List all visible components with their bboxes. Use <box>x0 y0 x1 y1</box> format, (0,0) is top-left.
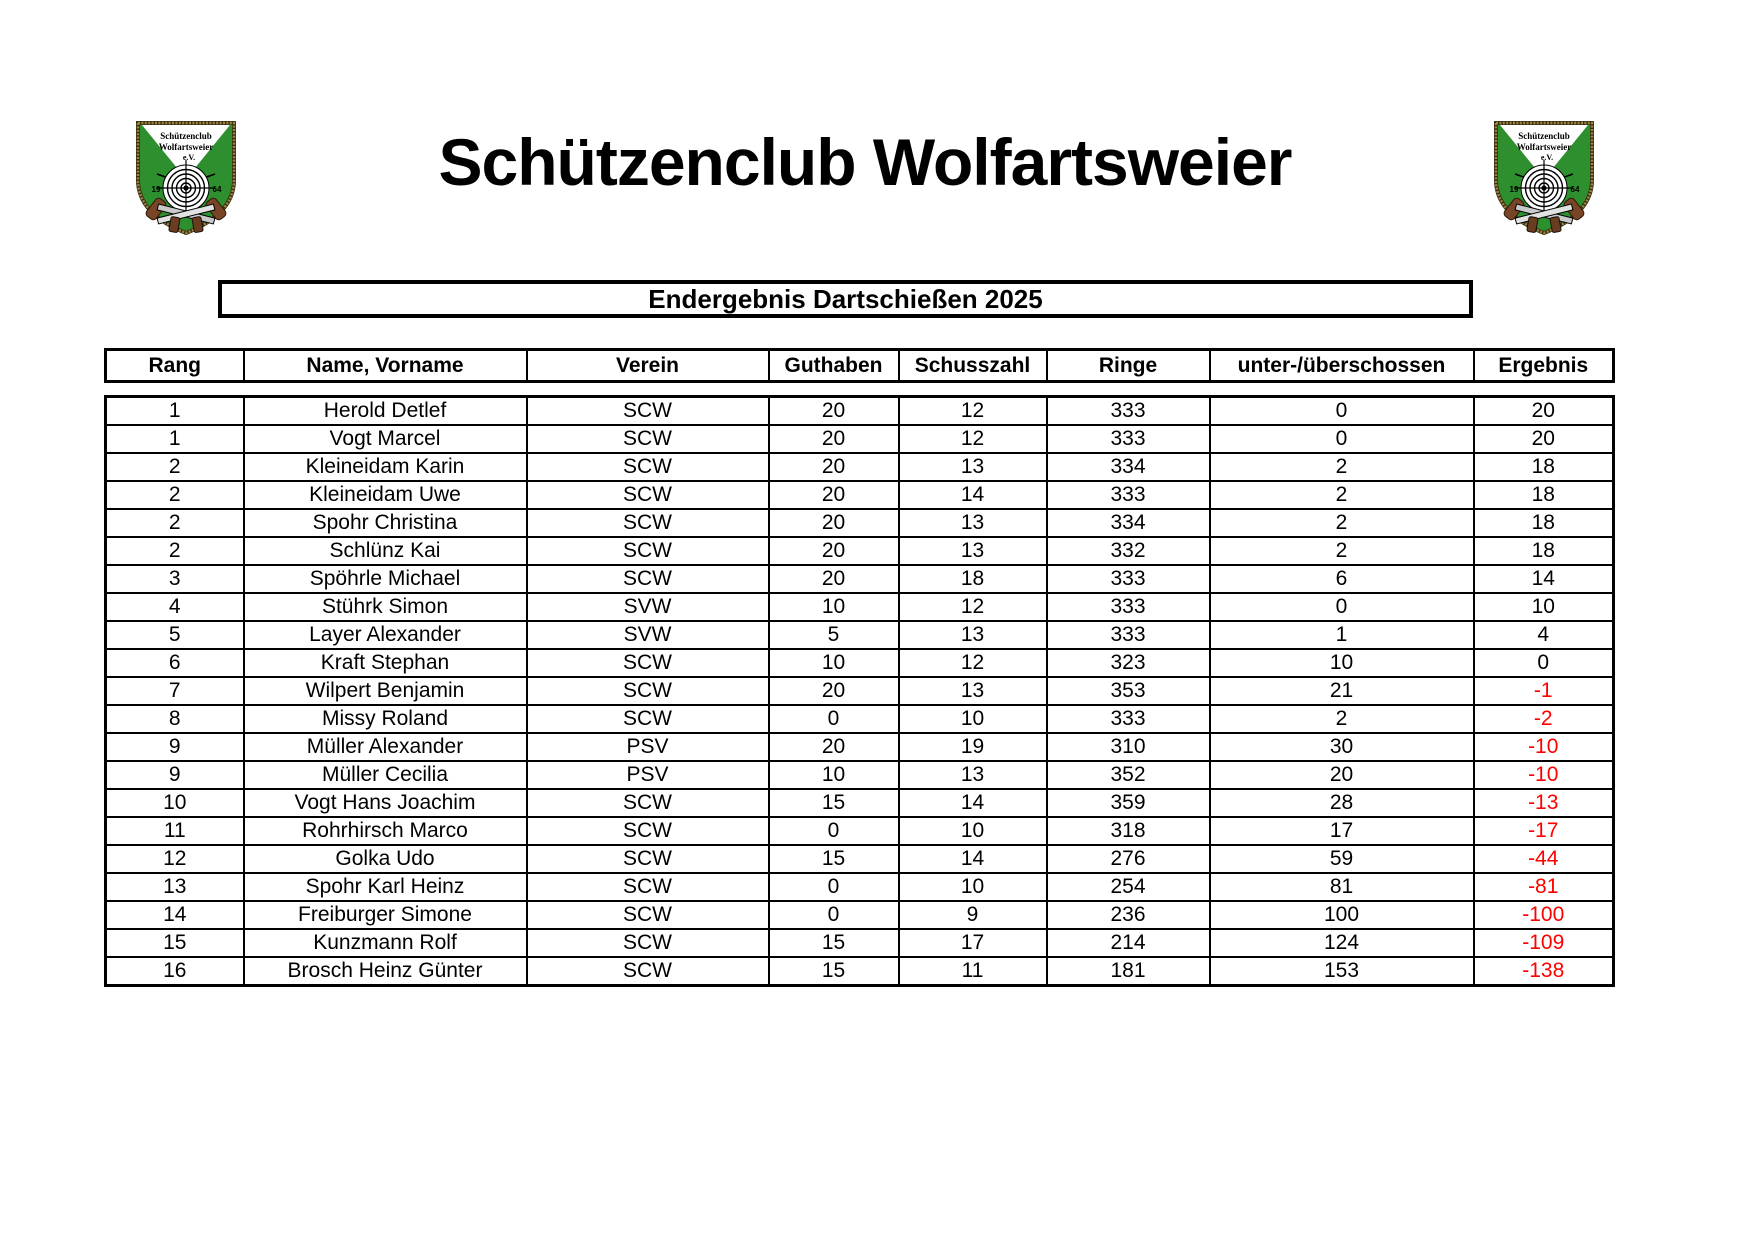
cell-ringe: 333 <box>1047 705 1210 733</box>
cell-verein: SVW <box>527 593 769 621</box>
table-row <box>106 929 1614 957</box>
cell-schusszahl: 13 <box>899 621 1047 649</box>
cell-rang: 1 <box>106 425 244 453</box>
cell-ergebnis: -44 <box>1474 845 1614 873</box>
cell-unter-ueberschossen: 20 <box>1210 761 1474 789</box>
cell-unter-ueberschossen: 0 <box>1210 593 1474 621</box>
cell-name: Kleineidam Uwe <box>244 481 527 509</box>
cell-ergebnis: 18 <box>1474 537 1614 565</box>
table-row <box>106 873 1614 901</box>
cell-ergebnis: -81 <box>1474 873 1614 901</box>
cell-guthaben: 0 <box>769 901 899 929</box>
cell-verein: SCW <box>527 901 769 929</box>
cell-rang: 1 <box>106 397 244 426</box>
cell-schusszahl: 11 <box>899 957 1047 986</box>
cell-verein: SCW <box>527 677 769 705</box>
subtitle-text: Endergebnis Dartschießen 2025 <box>648 283 1043 314</box>
cell-ergebnis: 18 <box>1474 481 1614 509</box>
cell-guthaben: 10 <box>769 593 899 621</box>
cell-ringe: 181 <box>1047 957 1210 986</box>
cell-verein: SCW <box>527 509 769 537</box>
cell-schusszahl: 10 <box>899 705 1047 733</box>
cell-name: Herold Detlef <box>244 397 527 426</box>
table-row <box>106 397 1614 426</box>
header-unter-ueberschossen: unter-/überschossen <box>1210 350 1474 382</box>
cell-name: Freiburger Simone <box>244 901 527 929</box>
cell-ringe: 333 <box>1047 481 1210 509</box>
cell-ringe: 333 <box>1047 593 1210 621</box>
cell-schusszahl: 14 <box>899 481 1047 509</box>
table-row <box>106 817 1614 845</box>
cell-rang: 2 <box>106 453 244 481</box>
cell-rang: 2 <box>106 481 244 509</box>
table-row <box>106 537 1614 565</box>
cell-ringe: 333 <box>1047 397 1210 426</box>
cell-name: Müller Cecilia <box>244 761 527 789</box>
cell-verein: SCW <box>527 481 769 509</box>
cell-rang: 11 <box>106 817 244 845</box>
cell-schusszahl: 13 <box>899 453 1047 481</box>
cell-ergebnis: -13 <box>1474 789 1614 817</box>
subtitle-box <box>218 280 1473 318</box>
cell-guthaben: 10 <box>769 761 899 789</box>
cell-guthaben: 15 <box>769 845 899 873</box>
table-row <box>106 621 1614 649</box>
cell-rang: 12 <box>106 845 244 873</box>
cell-guthaben: 15 <box>769 929 899 957</box>
table-row <box>106 705 1614 733</box>
cell-guthaben: 0 <box>769 817 899 845</box>
cell-unter-ueberschossen: 2 <box>1210 705 1474 733</box>
cell-unter-ueberschossen: 6 <box>1210 565 1474 593</box>
cell-name: Spöhrle Michael <box>244 565 527 593</box>
cell-name: Schlünz Kai <box>244 537 527 565</box>
cell-name: Golka Udo <box>244 845 527 873</box>
cell-verein: SCW <box>527 845 769 873</box>
cell-ringe: 359 <box>1047 789 1210 817</box>
cell-verein: SCW <box>527 397 769 426</box>
cell-name: Kunzmann Rolf <box>244 929 527 957</box>
cell-schusszahl: 13 <box>899 761 1047 789</box>
cell-schusszahl: 14 <box>899 845 1047 873</box>
cell-unter-ueberschossen: 2 <box>1210 453 1474 481</box>
cell-ringe: 318 <box>1047 817 1210 845</box>
header-rang: Rang <box>106 350 244 382</box>
cell-rang: 8 <box>106 705 244 733</box>
cell-rang: 9 <box>106 733 244 761</box>
cell-rang: 6 <box>106 649 244 677</box>
cell-rang: 14 <box>106 901 244 929</box>
cell-unter-ueberschossen: 2 <box>1210 481 1474 509</box>
cell-ergebnis: -10 <box>1474 761 1614 789</box>
header-guthaben: Guthaben <box>769 350 899 382</box>
cell-schusszahl: 19 <box>899 733 1047 761</box>
cell-ringe: 276 <box>1047 845 1210 873</box>
cell-verein: SCW <box>527 789 769 817</box>
table-row <box>106 845 1614 873</box>
cell-unter-ueberschossen: 59 <box>1210 845 1474 873</box>
cell-rang: 2 <box>106 509 244 537</box>
cell-ergebnis: 14 <box>1474 565 1614 593</box>
table-row <box>106 565 1614 593</box>
cell-schusszahl: 13 <box>899 677 1047 705</box>
cell-name: Kleineidam Karin <box>244 453 527 481</box>
cell-ergebnis: 18 <box>1474 509 1614 537</box>
header-row <box>106 350 1614 382</box>
table-row <box>106 593 1614 621</box>
cell-name: Vogt Hans Joachim <box>244 789 527 817</box>
cell-verein: PSV <box>527 761 769 789</box>
cell-rang: 4 <box>106 593 244 621</box>
cell-rang: 3 <box>106 565 244 593</box>
cell-ergebnis: 0 <box>1474 649 1614 677</box>
cell-guthaben: 10 <box>769 649 899 677</box>
cell-guthaben: 20 <box>769 733 899 761</box>
cell-ergebnis: 18 <box>1474 453 1614 481</box>
table-row <box>106 789 1614 817</box>
cell-verein: SCW <box>527 929 769 957</box>
cell-name: Layer Alexander <box>244 621 527 649</box>
cell-ringe: 334 <box>1047 509 1210 537</box>
cell-schusszahl: 12 <box>899 397 1047 426</box>
table-row <box>106 649 1614 677</box>
cell-unter-ueberschossen: 124 <box>1210 929 1474 957</box>
cell-schusszahl: 9 <box>899 901 1047 929</box>
cell-guthaben: 20 <box>769 425 899 453</box>
cell-schusszahl: 10 <box>899 817 1047 845</box>
table-row <box>106 481 1614 509</box>
header-name-vorname: Name, Vorname <box>244 350 527 382</box>
cell-verein: SCW <box>527 957 769 986</box>
cell-schusszahl: 13 <box>899 509 1047 537</box>
cell-ergebnis: -1 <box>1474 677 1614 705</box>
header-ringe: Ringe <box>1047 350 1210 382</box>
cell-ringe: 323 <box>1047 649 1210 677</box>
cell-verein: SCW <box>527 453 769 481</box>
cell-verein: SCW <box>527 705 769 733</box>
cell-name: Kraft Stephan <box>244 649 527 677</box>
cell-name: Wilpert Benjamin <box>244 677 527 705</box>
cell-ringe: 254 <box>1047 873 1210 901</box>
results-table <box>104 395 1615 987</box>
cell-name: Rohrhirsch Marco <box>244 817 527 845</box>
cell-ergebnis: 4 <box>1474 621 1614 649</box>
cell-verein: PSV <box>527 733 769 761</box>
cell-guthaben: 20 <box>769 537 899 565</box>
cell-rang: 5 <box>106 621 244 649</box>
cell-schusszahl: 12 <box>899 649 1047 677</box>
cell-verein: SVW <box>527 621 769 649</box>
cell-name: Stührk Simon <box>244 593 527 621</box>
cell-ringe: 334 <box>1047 453 1210 481</box>
cell-unter-ueberschossen: 0 <box>1210 425 1474 453</box>
cell-unter-ueberschossen: 17 <box>1210 817 1474 845</box>
cell-name: Spohr Christina <box>244 509 527 537</box>
cell-verein: SCW <box>527 425 769 453</box>
table-row <box>106 677 1614 705</box>
cell-name: Müller Alexander <box>244 733 527 761</box>
cell-name: Missy Roland <box>244 705 527 733</box>
cell-verein: SCW <box>527 565 769 593</box>
cell-name: Brosch Heinz Günter <box>244 957 527 986</box>
cell-schusszahl: 17 <box>899 929 1047 957</box>
cell-schusszahl: 14 <box>899 789 1047 817</box>
header-verein: Verein <box>527 350 769 382</box>
cell-rang: 10 <box>106 789 244 817</box>
cell-unter-ueberschossen: 2 <box>1210 537 1474 565</box>
cell-rang: 7 <box>106 677 244 705</box>
cell-unter-ueberschossen: 81 <box>1210 873 1474 901</box>
cell-unter-ueberschossen: 21 <box>1210 677 1474 705</box>
cell-unter-ueberschossen: 30 <box>1210 733 1474 761</box>
cell-ringe: 333 <box>1047 425 1210 453</box>
cell-guthaben: 20 <box>769 677 899 705</box>
cell-verein: SCW <box>527 649 769 677</box>
cell-rang: 2 <box>106 537 244 565</box>
cell-schusszahl: 12 <box>899 425 1047 453</box>
page-title: Schützenclub Wolfartsweier <box>438 125 1292 199</box>
cell-unter-ueberschossen: 100 <box>1210 901 1474 929</box>
cell-unter-ueberschossen: 153 <box>1210 957 1474 986</box>
cell-ringe: 352 <box>1047 761 1210 789</box>
cell-guthaben: 0 <box>769 705 899 733</box>
cell-ringe: 214 <box>1047 929 1210 957</box>
cell-unter-ueberschossen: 28 <box>1210 789 1474 817</box>
cell-rang: 13 <box>106 873 244 901</box>
cell-ergebnis: -100 <box>1474 901 1614 929</box>
cell-rang: 16 <box>106 957 244 986</box>
cell-ergebnis: -10 <box>1474 733 1614 761</box>
cell-rang: 15 <box>106 929 244 957</box>
cell-name: Vogt Marcel <box>244 425 527 453</box>
cell-ergebnis: 20 <box>1474 397 1614 426</box>
cell-schusszahl: 18 <box>899 565 1047 593</box>
table-row <box>106 901 1614 929</box>
cell-verein: SCW <box>527 537 769 565</box>
cell-ringe: 353 <box>1047 677 1210 705</box>
cell-ringe: 333 <box>1047 621 1210 649</box>
cell-unter-ueberschossen: 0 <box>1210 397 1474 426</box>
cell-guthaben: 20 <box>769 565 899 593</box>
cell-guthaben: 0 <box>769 873 899 901</box>
table-row <box>106 957 1614 986</box>
cell-ringe: 236 <box>1047 901 1210 929</box>
cell-schusszahl: 13 <box>899 537 1047 565</box>
header-ergebnis: Ergebnis <box>1474 350 1614 382</box>
cell-guthaben: 5 <box>769 621 899 649</box>
cell-ergebnis: 20 <box>1474 425 1614 453</box>
cell-ringe: 310 <box>1047 733 1210 761</box>
cell-unter-ueberschossen: 10 <box>1210 649 1474 677</box>
cell-ergebnis: -109 <box>1474 929 1614 957</box>
cell-ergebnis: -17 <box>1474 817 1614 845</box>
results-table-header <box>104 348 1615 383</box>
cell-unter-ueberschossen: 1 <box>1210 621 1474 649</box>
cell-guthaben: 20 <box>769 509 899 537</box>
table-row <box>106 453 1614 481</box>
cell-guthaben: 20 <box>769 397 899 426</box>
cell-verein: SCW <box>527 873 769 901</box>
cell-name: Spohr Karl Heinz <box>244 873 527 901</box>
cell-guthaben: 20 <box>769 453 899 481</box>
cell-ringe: 332 <box>1047 537 1210 565</box>
cell-schusszahl: 12 <box>899 593 1047 621</box>
table-row <box>106 509 1614 537</box>
table-row <box>106 733 1614 761</box>
cell-ringe: 333 <box>1047 565 1210 593</box>
cell-guthaben: 15 <box>769 789 899 817</box>
cell-ergebnis: -138 <box>1474 957 1614 986</box>
cell-ergebnis: 10 <box>1474 593 1614 621</box>
cell-guthaben: 15 <box>769 957 899 986</box>
cell-verein: SCW <box>527 817 769 845</box>
cell-guthaben: 20 <box>769 481 899 509</box>
header-schusszahl: Schusszahl <box>899 350 1047 382</box>
cell-ergebnis: -2 <box>1474 705 1614 733</box>
cell-unter-ueberschossen: 2 <box>1210 509 1474 537</box>
cell-schusszahl: 10 <box>899 873 1047 901</box>
table-row <box>106 425 1614 453</box>
table-row <box>106 761 1614 789</box>
cell-rang: 9 <box>106 761 244 789</box>
